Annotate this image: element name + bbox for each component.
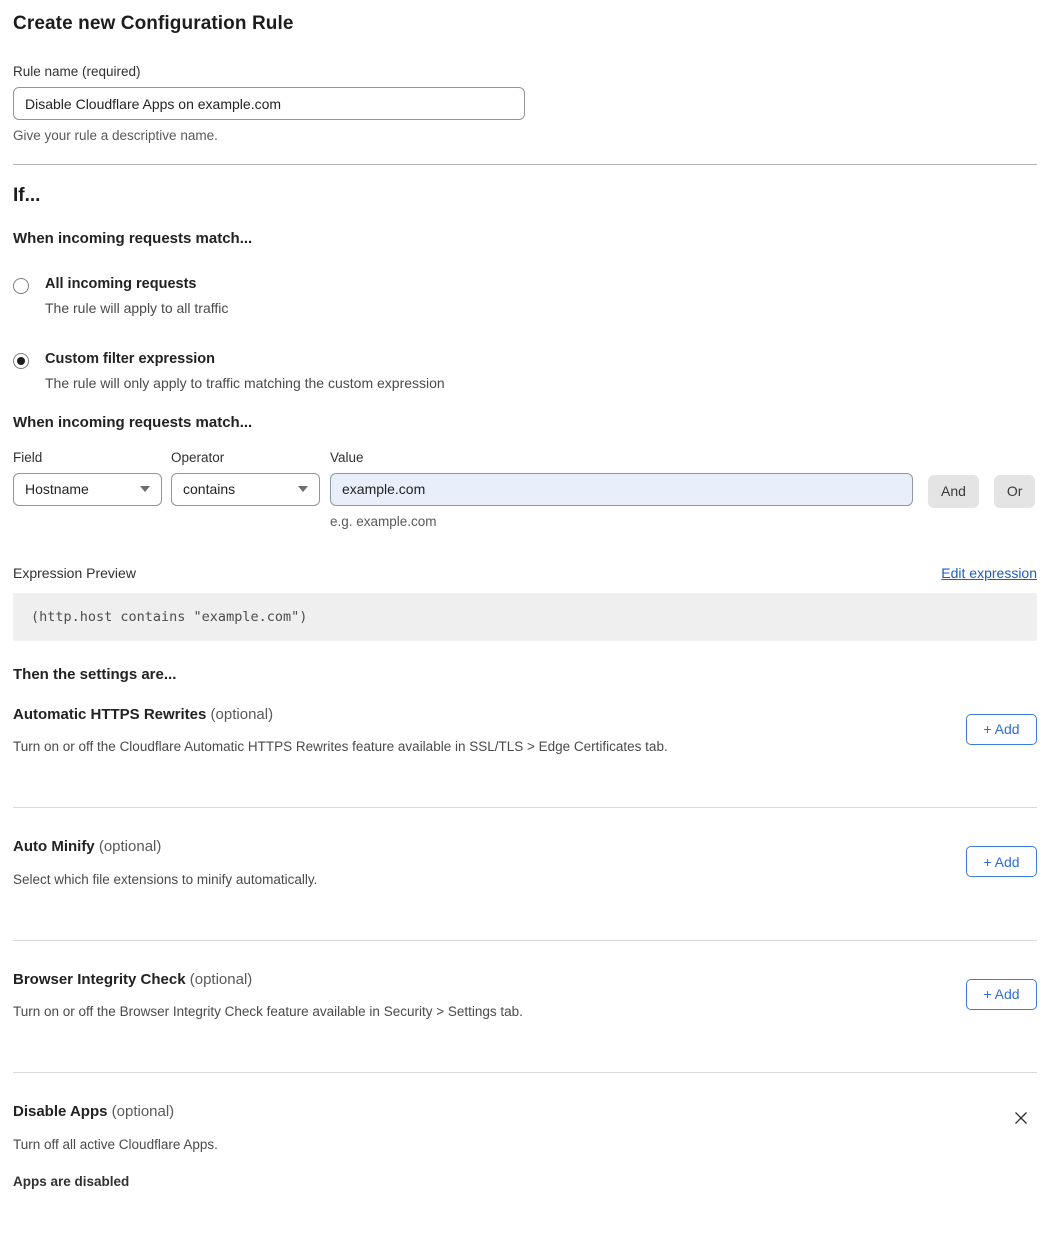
add-automatic-https-rewrites-button[interactable]: + Add <box>966 714 1037 745</box>
divider <box>13 807 1037 808</box>
setting-optional-tag: (optional) <box>98 838 162 856</box>
setting-row <box>13 972 1037 1020</box>
setting-optional-tag: (optional) <box>210 705 274 723</box>
field-column <box>13 450 162 506</box>
setting-title-text: Auto Minify <box>13 838 95 856</box>
setting-description: Turn on or off the Cloudflare Automatic HTTPS Rewrites feature available in SSL/TLS > Edge Certificates tab. <box>13 739 668 755</box>
and-button[interactable]: And <box>928 475 979 508</box>
setting-title-text: Disable Apps <box>13 1103 108 1121</box>
expression-preview-box <box>13 593 1037 641</box>
rule-name-group <box>13 64 1037 143</box>
chevron-down-icon <box>298 486 308 492</box>
operator-label: Operator <box>171 449 225 465</box>
divider <box>13 940 1037 941</box>
setting-title <box>13 839 317 856</box>
setting-text <box>13 972 523 1020</box>
value-helper: e.g. example.com <box>330 513 437 529</box>
radio-option-custom-filter-expression[interactable] <box>13 352 1037 391</box>
apps-disabled-status: Apps are disabled <box>13 1173 130 1189</box>
setting-title <box>13 1104 218 1121</box>
expression-builder-heading: When incoming requests match... <box>13 413 253 431</box>
add-browser-integrity-check-button[interactable]: + Add <box>966 979 1037 1010</box>
setting-description: Turn on or off the Browser Integrity Check feature available in Security > Settings tab. <box>13 1004 523 1020</box>
divider <box>13 164 1037 165</box>
field-select-value: Hostname <box>25 481 89 498</box>
value-label: Value <box>330 449 364 465</box>
setting-description: Turn off all active Cloudflare Apps. <box>13 1136 218 1152</box>
setting-row <box>13 707 1037 755</box>
setting-auto-minify <box>13 839 1037 919</box>
value-column <box>330 450 913 529</box>
setting-automatic-https-rewrites <box>13 707 1037 787</box>
rule-name-label: Rule name (required) <box>13 64 141 79</box>
radio-option-text <box>45 352 445 391</box>
operator-select-value: contains <box>183 481 236 498</box>
expression-preview-label: Expression Preview <box>13 564 136 581</box>
expression-preview-row <box>13 565 1037 581</box>
setting-title <box>13 972 523 989</box>
setting-row <box>13 1104 1037 1152</box>
setting-title <box>13 707 668 724</box>
setting-optional-tag: (optional) <box>189 970 253 988</box>
setting-text <box>13 1104 218 1152</box>
radio-option-label: All incoming requests <box>45 276 197 292</box>
chevron-down-icon <box>140 486 150 492</box>
then-settings-heading: Then the settings are... <box>13 665 177 683</box>
radio-option-description: The rule will only apply to traffic matching the custom expression <box>45 374 445 391</box>
radio-option-description: The rule will apply to all traffic <box>45 299 229 316</box>
radio-option-text <box>45 277 228 316</box>
setting-title-text: Automatic HTTPS Rewrites <box>13 705 207 723</box>
setting-row <box>13 839 1037 887</box>
if-heading: If... <box>13 185 41 206</box>
radio-button-icon[interactable] <box>13 278 29 294</box>
divider <box>13 1072 1037 1073</box>
close-icon <box>1013 1110 1029 1126</box>
operator-select[interactable] <box>171 473 320 506</box>
rule-name-input[interactable] <box>13 87 525 120</box>
setting-text <box>13 839 317 887</box>
setting-title-text: Browser Integrity Check <box>13 970 186 988</box>
match-heading: When incoming requests match... <box>13 230 253 247</box>
expression-code: (http.host contains "example.com") <box>31 608 308 625</box>
setting-optional-tag: (optional) <box>111 1103 175 1121</box>
add-auto-minify-button[interactable]: + Add <box>966 846 1037 877</box>
rule-name-helper: Give your rule a descriptive name. <box>13 128 218 143</box>
operator-column <box>171 450 320 506</box>
close-disable-apps-button[interactable] <box>1013 1110 1029 1126</box>
setting-browser-integrity-check <box>13 972 1037 1052</box>
or-button[interactable]: Or <box>994 475 1036 508</box>
field-select[interactable] <box>13 473 162 506</box>
setting-disable-apps <box>13 1104 1037 1221</box>
setting-text <box>13 707 668 755</box>
radio-option-label: Custom filter expression <box>45 350 216 367</box>
field-label: Field <box>13 449 43 465</box>
page-title: Create new Configuration Rule <box>13 13 294 34</box>
expression-builder-row <box>13 450 1037 529</box>
radio-button-selected-icon[interactable] <box>13 353 29 369</box>
radio-option-all-incoming-requests[interactable] <box>13 277 1037 316</box>
value-input[interactable] <box>330 473 913 506</box>
setting-description: Select which file extensions to minify automatically. <box>13 871 318 887</box>
edit-expression-link[interactable]: Edit expression <box>941 564 1037 581</box>
